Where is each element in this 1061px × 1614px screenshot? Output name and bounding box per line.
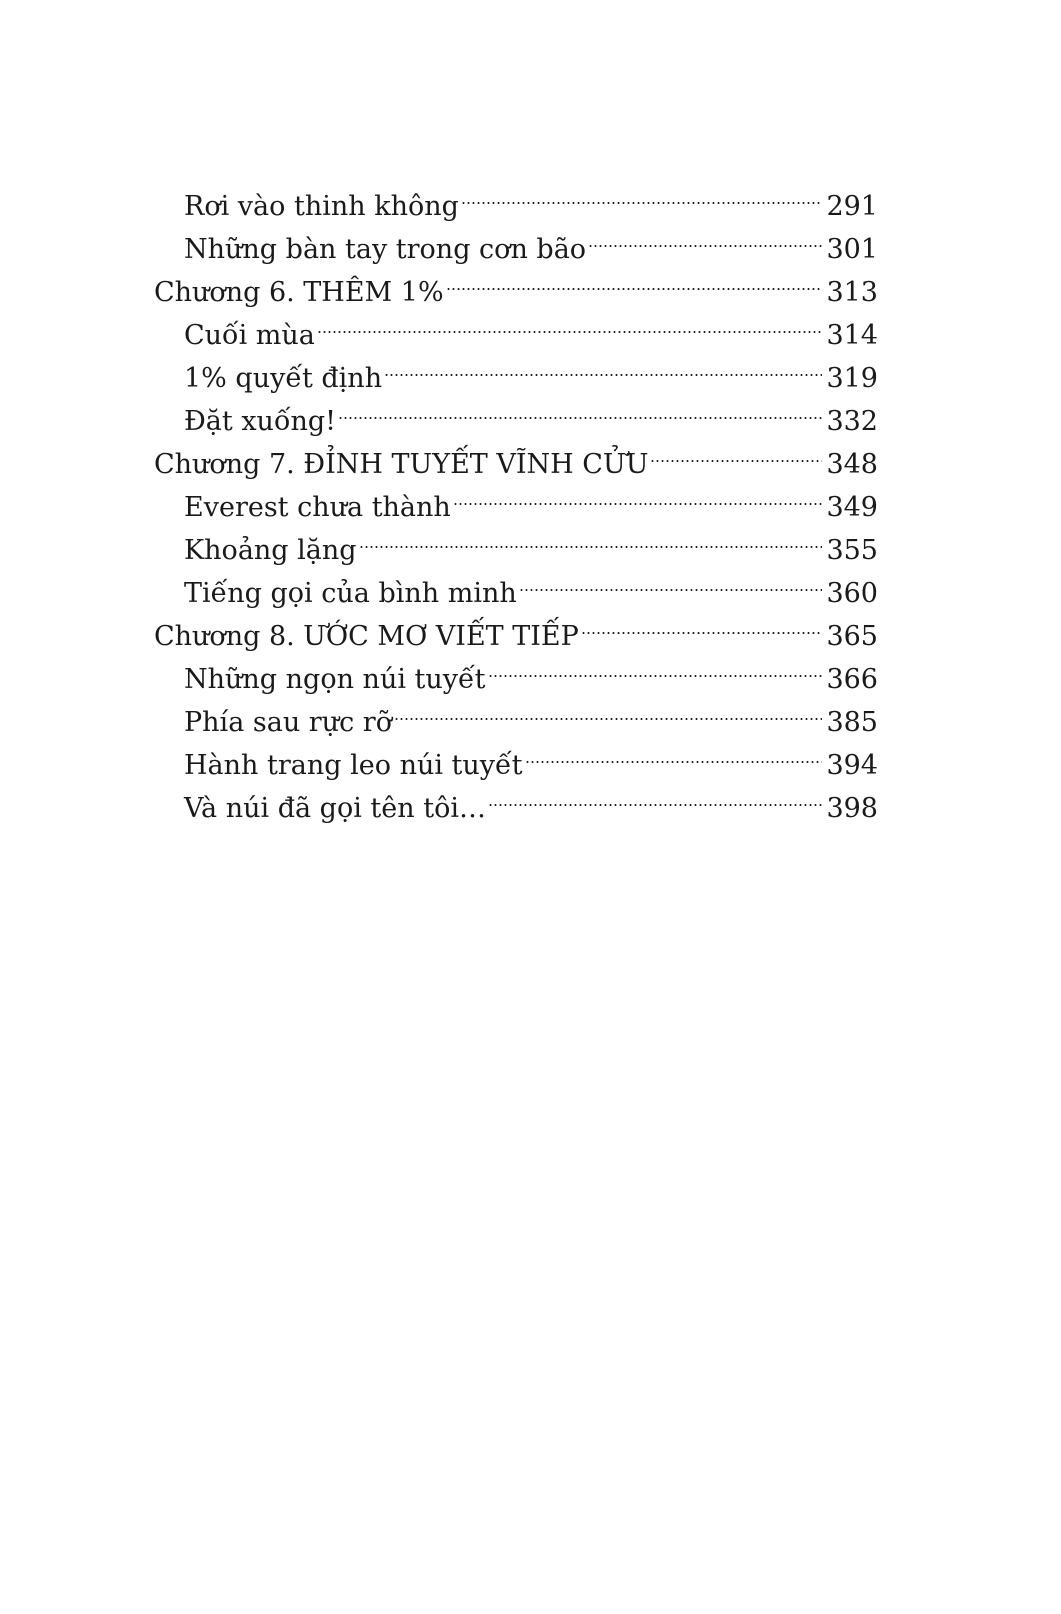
dot-leader [525, 731, 823, 774]
toc-entry-title: Khoảng lặng [184, 535, 357, 566]
toc-entry-page: 319 [826, 363, 878, 394]
toc-entry-title: Hành trang leo núi tuyết [184, 750, 523, 781]
toc-entry-title: 1% quyết định [184, 363, 383, 394]
dot-leader [384, 344, 822, 387]
toc-entry-title: Những ngọn núi tuyết [184, 664, 486, 695]
toc-entry-page: 291 [826, 191, 878, 222]
toc-chapter-title: Chương 6. THÊM 1% [154, 277, 444, 308]
toc-chapter-title: Chương 7. ĐỈNH TUYẾT VĨNH CỬU [154, 449, 649, 480]
dot-leader [317, 301, 823, 344]
toc-entry-page: 398 [826, 793, 878, 824]
dot-leader [488, 774, 822, 817]
dot-leader [461, 172, 823, 215]
toc-entry-title: Phía sau rực rỡ [184, 707, 392, 738]
toc-entry-page: 366 [826, 664, 878, 695]
toc-entry-title: Và núi đã gọi tên tôi… [184, 793, 486, 824]
toc-entry-page: 385 [826, 707, 878, 738]
dot-leader [394, 688, 822, 731]
dot-leader [446, 258, 823, 301]
toc-entry-page: 332 [826, 406, 878, 437]
toc-entry-page: 301 [826, 234, 878, 265]
table-of-contents [154, 172, 878, 824]
toc-chapter-page: 365 [826, 621, 878, 652]
toc-entry-page: 349 [826, 492, 878, 523]
dot-leader [359, 516, 823, 559]
dot-leader [588, 215, 822, 258]
dot-leader [488, 645, 823, 688]
toc-entry-page: 355 [826, 535, 878, 566]
toc-entry-page: 360 [826, 578, 878, 609]
toc-chapter-page: 348 [826, 449, 878, 480]
toc-chapter-title: Chương 8. ƯỚC MƠ VIẾT TIẾP [154, 621, 579, 652]
dot-leader [453, 473, 823, 516]
toc-chapter-page: 313 [826, 277, 878, 308]
toc-entry-page: 394 [826, 750, 878, 781]
toc-entry-title: Tiếng gọi của bình minh [184, 578, 517, 609]
dot-leader [650, 430, 822, 473]
dot-leader [338, 387, 822, 430]
toc-entry-title: Những bàn tay trong cơn bão [184, 234, 587, 265]
toc-entry-title: Everest chưa thành [184, 492, 451, 523]
toc-entry-title: Đặt xuống! [184, 406, 336, 437]
dot-leader [519, 559, 823, 602]
toc-entry-page: 314 [826, 320, 878, 351]
toc-entry-title: Rơi vào thinh không [184, 191, 459, 222]
toc-entry-title: Cuối mùa [184, 320, 315, 351]
toc-entry[interactable] [154, 172, 878, 222]
dot-leader [581, 602, 823, 645]
